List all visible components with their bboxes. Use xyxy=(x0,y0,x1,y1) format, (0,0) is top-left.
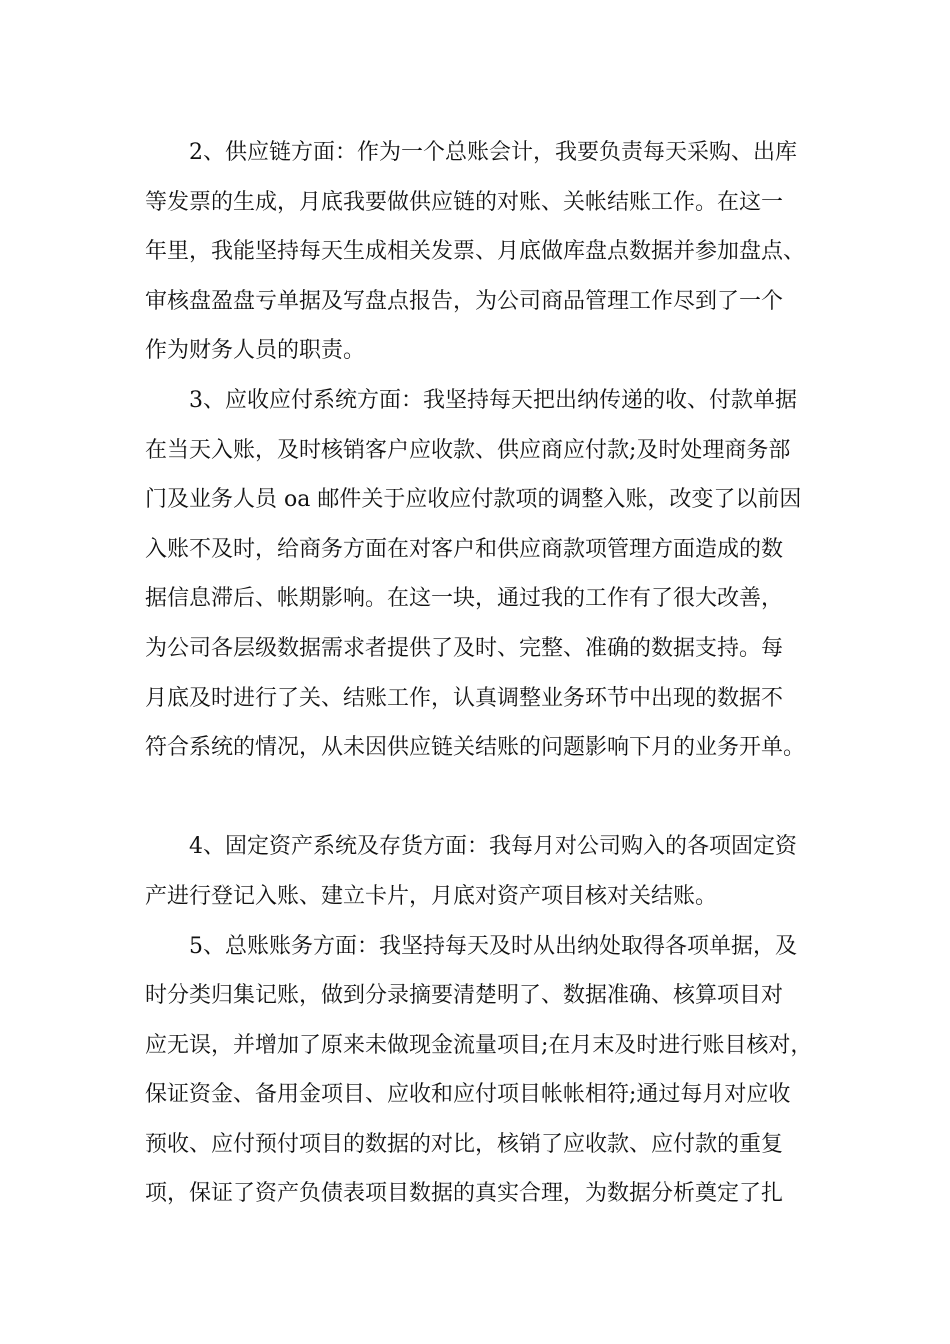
text-line: 产进行登记入账、建立卡片，月底对资产项目核对关结账。 xyxy=(145,883,718,909)
paragraph-receivables-payables xyxy=(145,376,825,773)
text-line: 3、应收应付系统方面：我坚持每天把出纳传递的收、付款单据 xyxy=(189,387,797,413)
text-line: 在当天入账，及时核销客户应收款、供应商应付款;及时处理商务部 xyxy=(145,437,791,463)
text-line: 2、供应链方面：作为一个总账会计，我要负责每天采购、出库 xyxy=(189,140,797,165)
text-line: 时分类归集记账，做到分录摘要清楚明了、数据准确、核算项目对 xyxy=(145,983,784,1009)
paragraph-supply-chain xyxy=(145,128,825,376)
text-line: 为公司各层级数据需求者提供了及时、完整、准确的数据支持。每 xyxy=(145,635,784,661)
text-line: 等发票的生成，月底我要做供应链的对账、关帐结账工作。在这一 xyxy=(145,189,784,215)
document-body xyxy=(145,128,825,1219)
text-line: 符合系统的情况，从未因供应链关结账的问题影响下月的业务开单。 xyxy=(145,735,806,761)
text-line: 项，保证了资产负债表项目数据的真实合理，为数据分析奠定了扎 xyxy=(145,1181,784,1207)
text-line: 门及业务人员 oa 邮件关于应收应付款项的调整入账，改变了以前因 xyxy=(145,487,802,513)
text-line: 5、总账账务方面：我坚持每天及时从出纳处取得各项单据，及 xyxy=(189,933,797,959)
text-line: 4、固定资产系统及存货方面：我每月对公司购入的各项固定资 xyxy=(189,834,797,860)
text-line: 月底及时进行了关、结账工作，认真调整业务环节中出现的数据不 xyxy=(145,685,784,711)
blank-line xyxy=(145,773,825,823)
text-line: 年里，我能坚持每天生成相关发票、月底做库盘点数据并参加盘点、 xyxy=(145,239,806,265)
text-line: 应无误，并增加了原来未做现金流量项目;在月末及时进行账目核对， xyxy=(145,1032,813,1058)
paragraph-general-ledger xyxy=(145,922,825,1220)
text-line: 作为财务人员的职责。 xyxy=(145,338,366,364)
text-line: 预收、应付预付项目的数据的对比，核销了应收款、应付款的重复 xyxy=(145,1131,784,1157)
paragraph-fixed-assets xyxy=(145,822,825,921)
text-line: 据信息滞后、帐期影响。在这一块，通过我的工作有了很大改善， xyxy=(145,586,784,612)
text-line: 入账不及时，给商务方面在对客户和供应商款项管理方面造成的数 xyxy=(145,536,784,562)
text-line: 保证资金、备用金项目、应收和应付项目帐帐相符;通过每月对应收 xyxy=(145,1082,791,1108)
text-line: 审核盘盈盘亏单据及写盘点报告，为公司商品管理工作尽到了一个 xyxy=(145,288,784,314)
